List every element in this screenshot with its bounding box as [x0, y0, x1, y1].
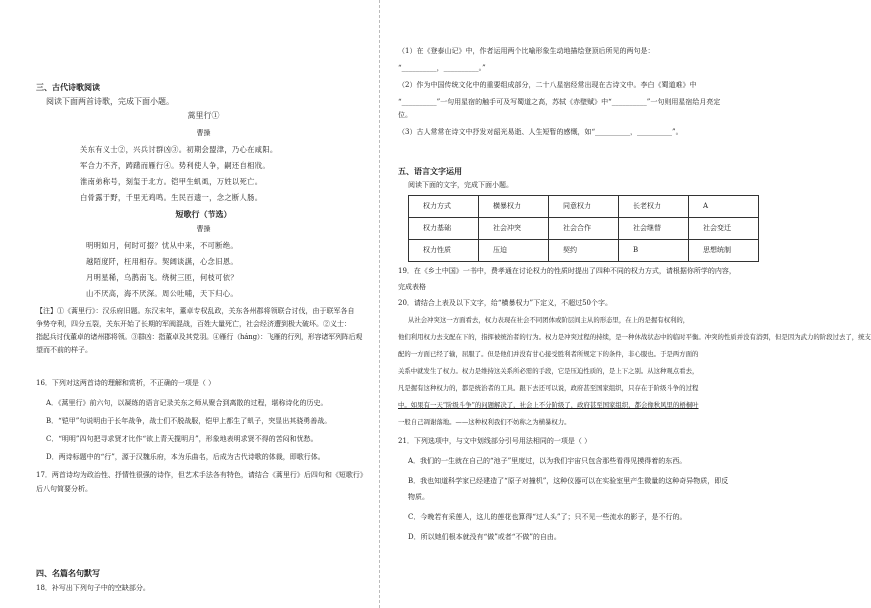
- section-5-intro: 阅读下面的文字，完成下面小题。: [408, 181, 513, 189]
- q18-2-end: 位。: [398, 111, 412, 119]
- table-cell: 压迫: [479, 240, 549, 262]
- passage-line: 他们利用权力去支配在下的，指挥被统治者的行为。权力是冲突过程的持续，是一种休战状态中的临时平衡。冲突的性质并没有消弭，但是因为武力的阶段过去了，统支: [398, 333, 871, 341]
- section-3-title: 三、古代诗歌阅读: [36, 83, 100, 92]
- q21-option-a[interactable]: A．我们的一生就在自己的“池子”里度过，以为我们宇宙只包含那些看得见摸得着的东西。: [408, 457, 687, 465]
- q18-1-prompt: （1）在《登泰山记》中，作者运用两个比喻形象生动地描绘登顶后所见的两句是：: [398, 47, 655, 55]
- q21-option-d[interactable]: D．所以她们根本就没有“做”或者“不做”的自由。: [408, 533, 561, 541]
- q16-option-d[interactable]: D．两诗标题中的“行”，源于汉魏乐府，本为乐曲名，后成为古代诗歌的体裁，即歌行体。: [46, 453, 325, 461]
- section-5-title: 五、语言文字运用: [398, 167, 462, 176]
- q18-2-blanks[interactable]: “__________”一句用星宿的触手可及写蜀道之高，苏轼《赤壁赋》中“__________”一句则用星宿给月亮定: [398, 98, 721, 106]
- q16-option-b[interactable]: B．“铠甲”句说明由于长年战争，战士们不脱战服，铠甲上都生了虮子，突显出其骁勇善战。: [46, 417, 332, 425]
- poem2-line: 山不厌高，海不厌深。周公吐哺，天下归心。: [86, 289, 238, 298]
- poem1-line: 淮南弟称号，刻玺于北方。铠甲生虮虱，万姓以死亡。: [80, 177, 263, 186]
- poem2-line: 月明星稀，乌鹊南飞。绕树三匝，何枝可依？: [86, 273, 238, 282]
- table-cell: 同意权力: [549, 196, 619, 218]
- passage-line: 一般自己凋谢落地。——这种权利我们不妨称之为横暴权力。: [398, 418, 571, 426]
- table-cell: 社会继替: [619, 218, 689, 240]
- table-cell: 横暴权力: [479, 196, 549, 218]
- column-divider: [379, 0, 380, 608]
- question-19: 19．在《乡土中国》一书中，费孝通在讨论权力的性质时提出了四种不同的权力方式，请根据你所学的内容，: [398, 267, 736, 275]
- q18-1-blanks[interactable]: “__________，__________。”: [398, 64, 486, 72]
- section-3-intro: 阅读下面两首诗歌，完成下面小题。: [46, 97, 174, 106]
- passage-line: 凡是握有这种权力的，都是统治者的工具。跟下去还可以说，政府甚至国家组织，只存在于阶级斗争的过程: [398, 384, 699, 392]
- question-19-cont: 完成表格: [398, 283, 426, 291]
- poem1-line: 军合力不齐，踌躇而雁行④。势利使人争，嗣还自相戕。: [80, 161, 270, 170]
- note-line: 望而不前的样子。: [36, 346, 92, 354]
- q16-option-a[interactable]: A．《蒿里行》前六句，以凝练的语言记录关东之师从聚合到离散的过程，堪称诗化的历史。: [46, 399, 328, 407]
- question-17: 17．两首诗均为政治性、抒情性很强的诗作，但艺术手法各有特色，请结合《蒿里行》后四句和《短歌行》: [36, 471, 367, 479]
- table-cell: 长老权力: [619, 196, 689, 218]
- poem2-line: 明明如月，何时可掇？忧从中来，不可断绝。: [86, 241, 238, 250]
- table-cell: 社会合作: [549, 218, 619, 240]
- passage-line: 从社会冲突这一方面看去，权力表现在社会不同团体或阶层间主从的形态里，在上的是握有权利的，: [408, 316, 690, 324]
- poem1-line: 白骨露于野，千里无鸡鸣。生民百遗一，念之断人肠。: [80, 193, 263, 202]
- table-cell: 思想统制: [689, 240, 759, 262]
- question-18: 18．补写出下列句子中的空缺部分。: [36, 584, 150, 592]
- passage-line: 配的一方面已经了输，屈服了。但是他们并没有甘心接受胜利者所规定下的条件，非心服也。于是两方面的: [398, 350, 699, 358]
- passage-underlined-line: 中。如果有一天“阶级斗争”的问题解决了，社会上不分阶级了，政府甚至国家组织，都会像秋风里的梧桐叶: [398, 401, 699, 409]
- q18-3-prompt[interactable]: （3）古人常常在诗文中抒发对韶光易逝、人生短暂的感慨，如“__________，__________”。: [398, 128, 683, 136]
- note-line: 争势夺利，四分五裂，关东开始了长期的军阀混战，百姓大量死亡，社会经济遭到极大破坏。②义士：: [36, 320, 351, 328]
- q21-option-b-cont: 物质。: [408, 493, 429, 501]
- poem2-title: 短歌行（节选）: [175, 209, 232, 219]
- table-row: [409, 218, 759, 240]
- table-row: [409, 196, 759, 218]
- table-cell: 社会变迁: [689, 218, 759, 240]
- poem1-line: 关东有义士②，兴兵讨群凶③。初期会盟津，乃心在咸阳。: [80, 145, 278, 154]
- note-line: 指起兵讨伐董卓的诸州郡将领。③群凶：指董卓及其党羽。④雁行（háng）：飞雁的行列，形容诸军列阵后观: [36, 333, 363, 341]
- poem1-author: 曹操: [196, 129, 211, 137]
- question-16: 16．下列对这两首诗的理解和赏析，不正确的一项是（ ）: [36, 379, 216, 387]
- section-4-title: 四、名篇名句默写: [36, 569, 100, 578]
- poem1-title: 蒿里行①: [187, 111, 220, 120]
- q21-option-c[interactable]: C．今晚若有采莲人，这儿的莲花也算得“过人头”了；只不见一些流水的影子，是不行的。: [408, 513, 687, 521]
- table-cell: 契约: [549, 240, 619, 262]
- q16-option-c[interactable]: C．“明明”四句把寻求贤才比作“欲上青天揽明月”，形象地表明求贤不得的苦闷和忧愁。: [46, 435, 318, 443]
- q18-2-prompt: （2）作为中国传统文化中的重要组成部分，二十八星宿经常出现在古诗文中。李白《蜀道难》中: [398, 81, 697, 89]
- table-cell: B: [619, 240, 689, 262]
- note-line: 【注】①《蒿里行》：汉乐府旧题。东汉末年，董卓专权乱政，关东各州郡将领联合讨伐，由于联军各自: [36, 307, 355, 315]
- table-cell: 权力性质: [409, 240, 479, 262]
- table-cell: A: [689, 196, 759, 218]
- power-table: [408, 195, 759, 262]
- table-cell: 权力基础: [409, 218, 479, 240]
- poem2-line: 越陌度阡，枉用相存。契阔谈讌，心念旧恩。: [86, 257, 238, 266]
- question-20: 20．请结合上表及以下文字，给“横暴权力”下定义，不超过50个字。: [398, 299, 612, 307]
- passage-line: 关系中就发生了权力。权力是维持这关系所必需的手段，它是压迫性质的，是上下之别。从这种观点看去，: [398, 367, 699, 375]
- table-cell: 社会冲突: [479, 218, 549, 240]
- question-21: 21．下列选项中，与文中划线部分引号用法相同的一项是（ ）: [398, 437, 592, 445]
- poem2-author: 曹操: [196, 225, 211, 233]
- table-row: [409, 240, 759, 262]
- question-17-cont: 后八句简要分析。: [36, 485, 92, 493]
- table-cell: 权力方式: [409, 196, 479, 218]
- q21-option-b[interactable]: B．我也知道科学家已经建造了“原子对撞机”，这种仪器可以在实验室里产生微量的这种奇异物质，即反: [408, 477, 729, 485]
